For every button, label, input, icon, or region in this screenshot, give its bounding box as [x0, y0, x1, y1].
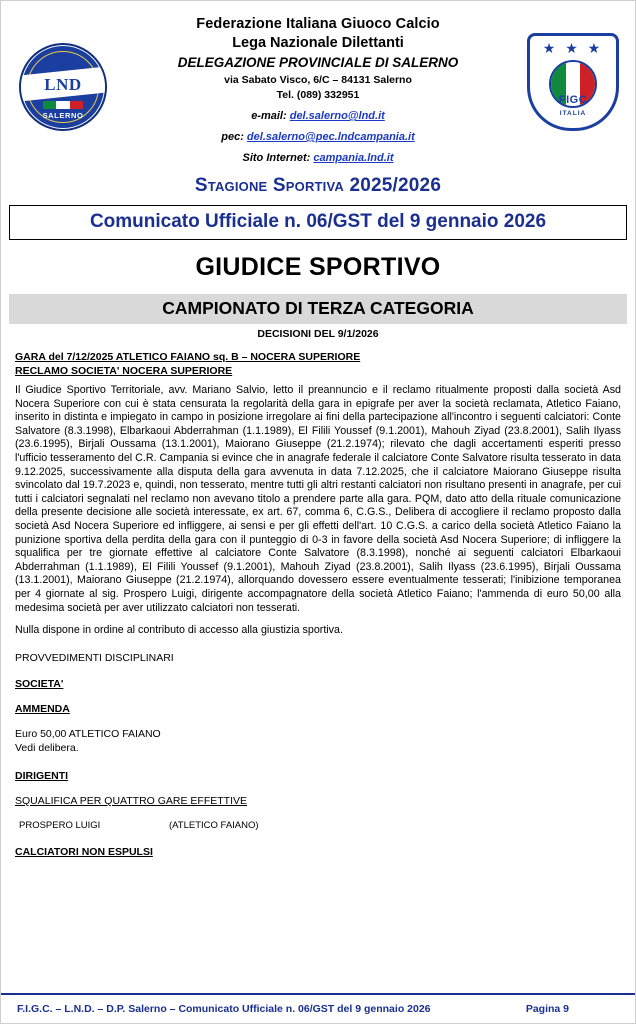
fine-amount-line: Euro 50,00 ATLETICO FAIANO: [15, 727, 161, 740]
figc-crest-text: FIGC: [558, 94, 588, 106]
section-officials: DIRIGENTI: [15, 769, 69, 782]
document-header: [1, 1, 635, 171]
claim-heading: RECLAMO SOCIETA' NOCERA SUPERIORE: [15, 365, 233, 377]
section-non-sent-off-players: CALCIATORI NON ESPULSI: [15, 845, 153, 858]
lnd-crest-text: LND: [44, 75, 82, 94]
lnd-crest-icon: [19, 43, 107, 131]
closing-paragraph: Nulla dispone in ordine al contributo di accesso alla giustizia sportiva.: [15, 624, 343, 637]
site-label: Sito Internet:: [242, 152, 311, 164]
list-item: [19, 819, 621, 833]
email-line: [115, 108, 521, 124]
phone-line: Tel. (089) 332951: [276, 89, 360, 101]
document-footer: [1, 993, 635, 1023]
header-text-block: [115, 9, 521, 166]
document-body: [1, 350, 635, 859]
bulletin-title: Comunicato Ufficiale n. 06/GST del 9 gennaio 2026: [89, 211, 547, 232]
delegation-name: DELEGAZIONE PROVINCIALE DI SALERNO: [177, 55, 459, 70]
figc-crest-icon: [527, 33, 619, 131]
official-name: PROSPERO LUIGI: [19, 819, 101, 831]
fine-note-line: Vedi delibera.: [15, 742, 79, 755]
section-suspension: SQUALIFICA PER QUATTRO GARE EFFETTIVE: [15, 794, 248, 807]
footer-page-number: Pagina 9: [525, 1003, 569, 1015]
official-club: (ATLETICO FAIANO): [169, 819, 259, 831]
fine-details: [15, 727, 621, 756]
page-title: GIUDICE SPORTIVO: [195, 253, 441, 281]
figc-stars-icon: ★ ★ ★: [542, 40, 604, 56]
email-label: e-mail:: [251, 110, 287, 122]
address-line: via Sabato Visco, 6/C – 84131 Salerno: [224, 74, 412, 86]
section-clubs: SOCIETA': [15, 677, 64, 690]
lnd-crest-subtext: SALERNO: [42, 111, 84, 120]
decisions-date: DECISIONI DEL 9/1/2026: [257, 328, 379, 340]
pec-label: pec:: [221, 131, 244, 143]
pec-line: [115, 129, 521, 145]
league-name: Lega Nazionale Dilettanti: [232, 35, 404, 51]
championship-bar: [9, 294, 627, 324]
site-line: [115, 150, 521, 166]
decision-paragraph: Il Giudice Sportivo Territoriale, avv. Mariano Salvio, letto il preannuncio e il reclamo ritualmente proposti dalla società Asd Nocera Superiore con cui è stata censurata la regolarità della gara in epigrafe per aver la società reclamata, Atletico Faiano, inserito in distinta e impiegato in campo in posizione irregolare ai fini della partecipazione all'incontro i seguenti calciatori: Conte Salvatore (8.3.1998), Elbarkaoui Abderrahman (1.1.1989), El Filili Youssef (9.1.2001), Mahouh Ziyad (23.8.2001), Salih Ilyass (23.6.1995), Birjali Oussama (13.1.2001), Maiorano Giuseppe (21.2.1974); rilevato che dagli accertamenti esperiti presso l'ufficio tesseramento del C.R. Campania si evince che in anagrafe federale il calciatore Conte Salvatore risulta tesserato in data 9.12.2025, successivamente alla disputa della gara avvenuta in data 7.12.2025, che il calciatore Maiorano Giuseppe risulta svincolato dal 19.7.2023 e, quindi, non tesserato, mentre tutti gli altri restanti calciatori non risultano presenti in anagrafe, per cui tutti i calciatori segnalati nel reclamo non avevano titolo a prendere parte alla gara. PQM, dato atto della rituale comunicazione della presente decisione alle società interessate, ex art. 67, comma 6, C.G.S., Delibera di accogliere il reclamo proposto dalla società Asd Nocera Superiore ed infliggere, ai sensi e per gli effetti dell'art. 10 C.G.S. a carico della società Atletico Faiano la punizione sportiva della perdita della gara con il punteggio di 0-3 in favore della società Asd Nocera Superiore; di infliggere la squalifica per tre giornate effettive al calciatore Conte Salvatore (8.3.1998), nonché ai seguenti calciatori Elbarkaoui Abderrahman (1.1.1989), El Filili Youssef (9.1.2001), Mahouh Ziyad (23.8.2001), Salih Ilyass (23.6.1995), Birjali Oussama (13.1.2001), Maiorano Giuseppe (21.2.1974), allorquando dovessero essere eventualmente tesserati; l'inibizione temporanea per 4 giornate al sig. Prospero Luigi, dirigente accompagnatore della società Atletico Faiano; l'ammenda di euro 50,00 alla medesima società per aver utilizzato calciatori non tesserati.: [15, 384, 621, 614]
championship-title: CAMPIONATO DI TERZA CATEGORIA: [162, 298, 474, 318]
lnd-logo: [11, 9, 115, 131]
lnd-crest-tricolor-icon: [43, 101, 83, 109]
figc-crest-subtext: ITALIA: [559, 110, 587, 117]
season-title: Stagione Sportiva 2025/2026: [194, 175, 442, 196]
email-link[interactable]: del.salerno@lnd.it: [289, 110, 385, 122]
section-fine: AMMENDA: [15, 702, 70, 715]
bulletin-title-box: [9, 205, 627, 240]
section-disciplinary-measures: PROVVEDIMENTI DISCIPLINARI: [15, 651, 174, 664]
pec-link[interactable]: del.salerno@pec.lndcampania.it: [246, 131, 415, 143]
figc-logo: [521, 9, 625, 131]
footer-reference: F.I.G.C. – L.N.D. – D.P. Salerno – Comunicato Ufficiale n. 06/GST del 9 gennaio 2026: [17, 1003, 431, 1015]
site-link[interactable]: campania.lnd.it: [313, 152, 394, 164]
match-heading: GARA del 7/12/2025 ATLETICO FAIANO sq. B – NOCERA SUPERIORE: [15, 351, 361, 363]
federation-name: Federazione Italiana Giuoco Calcio: [196, 16, 440, 32]
